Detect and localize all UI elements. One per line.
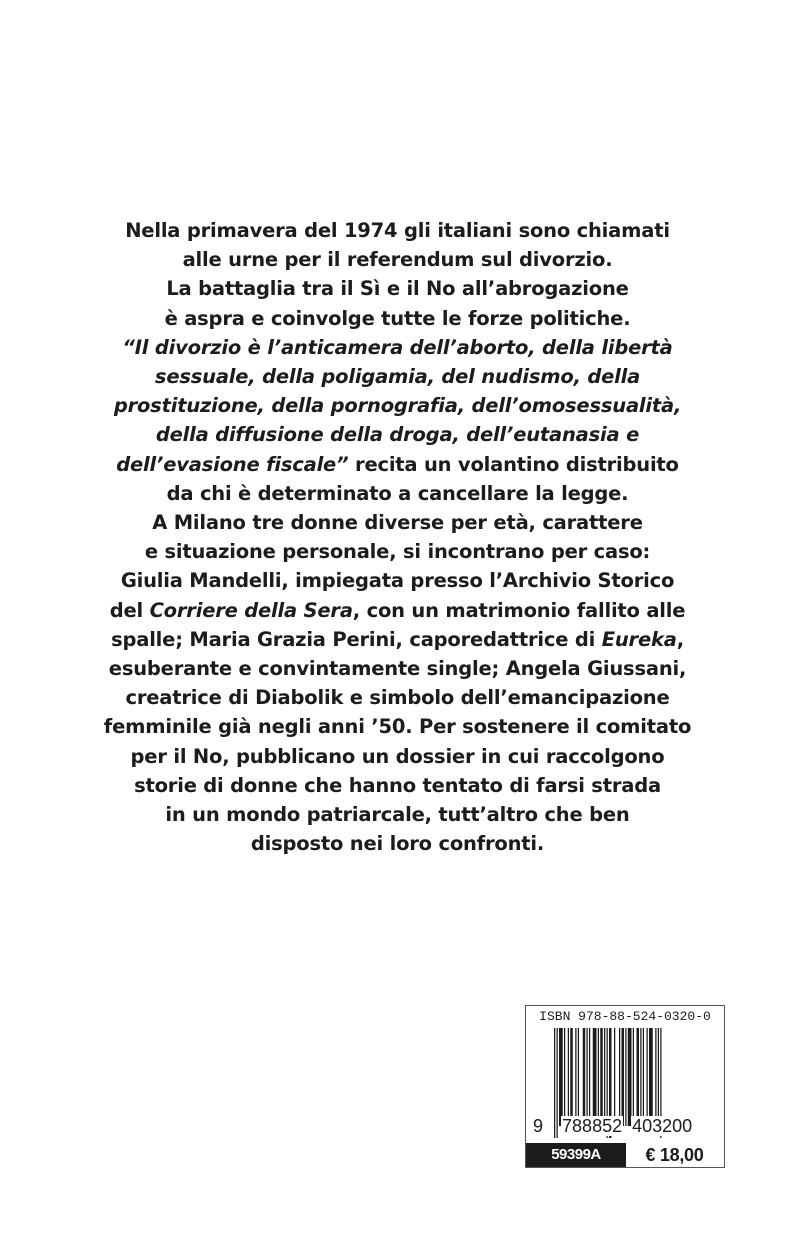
blurb-line — [0, 508, 795, 537]
ean-left-group: 788852 — [562, 1116, 623, 1136]
italic-text: prostituzione, della pornografia, dell’omosessualità, — [113, 394, 682, 418]
ean-digits — [532, 1116, 693, 1137]
blurb-line — [0, 274, 795, 303]
blurb-line — [0, 362, 795, 391]
text: disposto nei loro confronti. — [250, 832, 545, 856]
italic-text: Corriere della Sera — [149, 598, 353, 622]
blurb-line — [0, 712, 795, 741]
back-cover-blurb — [0, 216, 795, 858]
text: in un mondo patriarcale, tutt’altro che ben — [165, 803, 630, 827]
text: , con un matrimonio fallito alle — [352, 598, 686, 622]
blurb-line — [0, 625, 795, 654]
text: La battaglia tra il Sì e il No all’abrogazione — [166, 277, 629, 301]
text: Nella primavera del 1974 gli italiani sono chiamati — [125, 219, 670, 242]
blurb-line — [0, 742, 795, 771]
text: esuberante e convintamente single; Angela Giussani, — [108, 657, 687, 681]
text: da chi è determinato a cancellare la legge. — [166, 481, 629, 505]
text: del — [109, 598, 150, 622]
text: è aspra e coinvolge tutte le forze politiche. — [164, 306, 631, 330]
blurb-line — [0, 683, 795, 712]
text: e situazione personale, si incontrano per caso: — [144, 540, 651, 564]
italic-text: Eureka — [601, 627, 677, 651]
product-code: 59399A — [526, 1143, 626, 1167]
italic-text: dell’evasione fiscale” — [116, 452, 349, 476]
text: spalle; Maria Grazia Perini, caporedattrice di — [111, 627, 602, 651]
blurb-line — [0, 537, 795, 566]
text: storie di donne che hanno tentato di farsi strada — [134, 773, 661, 797]
blurb-line — [0, 304, 795, 333]
text: , — [676, 627, 684, 651]
price-label: € 18,00 — [626, 1143, 723, 1167]
text: femminile già negli anni ’50. Per sostenere il comitato — [103, 715, 692, 739]
text: per il No, pubblicano un dossier in cui raccolgono — [130, 744, 665, 768]
blurb-line — [0, 333, 795, 362]
text: A Milano tre donne diverse per età, carattere — [152, 511, 643, 535]
blurb-line — [0, 420, 795, 449]
blurb-line — [0, 391, 795, 420]
ean-first-digit: 9 — [533, 1116, 544, 1136]
italic-text: della diffusione della droga, dell’eutanasia e — [155, 423, 640, 447]
blurb-line — [0, 800, 795, 829]
text: creatrice di Diabolik e simbolo dell’emancipazione — [125, 686, 670, 710]
isbn-barcode-label — [525, 1005, 725, 1168]
italic-text: sessuale, della poligamia, del nudismo, della — [154, 365, 641, 389]
blurb-line — [0, 216, 795, 245]
ean-right-group: 403200 — [632, 1116, 693, 1136]
blurb-line — [0, 654, 795, 683]
text: alle urne per il referendum sul divorzio. — [182, 248, 613, 272]
blurb-line — [0, 596, 795, 625]
text: recita un volantino distribuito — [348, 452, 679, 476]
italic-text: “Il divorzio è l’anticamera dell’aborto, della libertà — [122, 335, 673, 359]
isbn-number: ISBN 978-88-524-0320-0 — [539, 1009, 711, 1024]
blurb-line — [0, 771, 795, 800]
text: Giulia Mandelli, impiegata presso l’Archivio Storico — [120, 569, 675, 593]
blurb-line — [0, 566, 795, 595]
blurb-line — [0, 479, 795, 508]
blurb-line — [0, 829, 795, 858]
blurb-line — [0, 245, 795, 274]
blurb-line — [0, 450, 795, 479]
